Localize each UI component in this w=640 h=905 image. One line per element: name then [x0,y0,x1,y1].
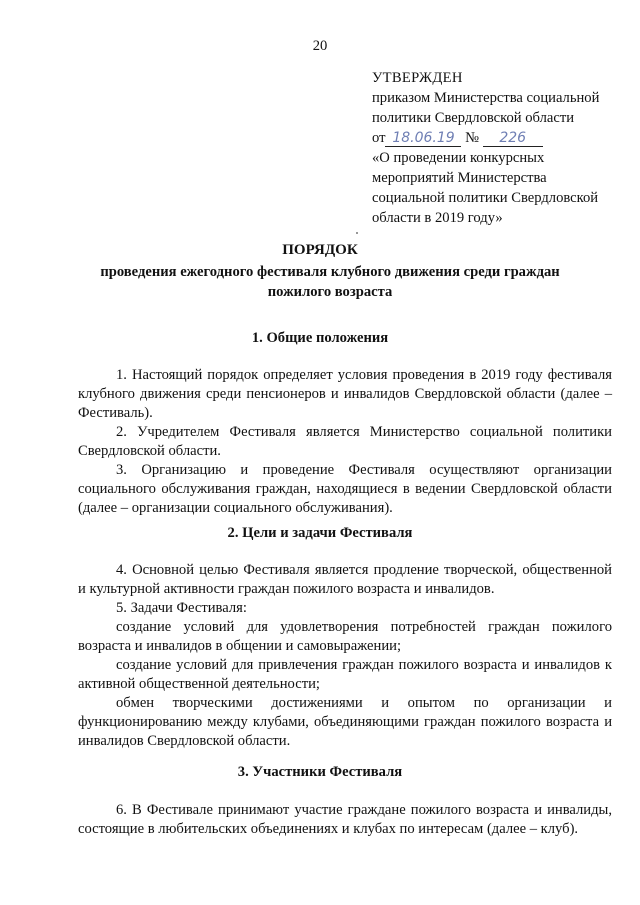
paragraph-3-text: 3. Организацию и проведение Фестиваля осуществляют организации социального обслуживания граждан, находящиеся в ведении Свердловской области (далее – организации социального обслуживания). [78,462,612,516]
number-prefix: № [465,130,480,146]
paragraph-1 [78,366,612,423]
task-2 [78,656,612,694]
order-title: «О проведении конкурсных мероприятий Министерства социальной политики Свердловской области в 2019 году» [372,150,599,226]
approval-date-line [372,128,622,148]
paragraph-3 [78,461,612,518]
handwritten-number: 226 [483,130,543,147]
paragraph-5 [78,599,612,618]
paragraph-5-text: 5. Задачи Фестиваля: [116,600,247,616]
handwritten-date: 18.06.19 [385,130,461,147]
task-3-text: обмен творческими достижениями и опытом по организации и функционированию между клубами, объединяющими граждан пожилого возраста и инвалидов Свердловской области. [78,695,612,749]
date-prefix: от [372,130,386,146]
section-2-heading: 2. Цели и задачи Фестиваля [227,525,413,541]
document-title: ПОРЯДОК [282,242,358,258]
approval-title: УТВЕРЖДЕН [372,70,463,86]
paragraph-2 [78,423,612,461]
page-number: 20 [312,38,328,54]
approval-block [372,68,622,228]
section-1-heading: 1. Общие положения [251,330,389,346]
paragraph-6 [78,801,612,839]
paragraph-4 [78,561,612,599]
scan-speck [356,232,358,234]
paragraph-2-text: 2. Учредителем Фестиваля является Министерство социальной политики Свердловской области. [78,424,612,459]
section-3-heading: 3. Участники Фестиваля [237,764,403,780]
task-2-text: создание условий для привлечения граждан пожилого возраста и инвалидов к активной общественной деятельности; [78,657,612,692]
task-1-text: создание условий для удовлетворения потребностей граждан пожилого возраста и инвалидов в общении и самовыражении; [78,619,612,654]
approval-line-1: приказом Министерства социальной [372,90,600,106]
document-subtitle: проведения ежегодного фестиваля клубного движения среди граждан пожилого возраста [100,264,560,300]
paragraph-1-text: 1. Настоящий порядок определяет условия проведения в 2019 году фестиваля клубного движения среди пенсионеров и инвалидов Свердловской области (далее – Фестиваль). [78,367,612,421]
paragraph-4-text: 4. Основной целью Фестиваля является продление творческой, общественной и культурной активности граждан пожилого возраста и инвалидов. [78,562,612,597]
paragraph-6-text: 6. В Фестивале принимают участие граждане пожилого возраста и инвалиды, состоящие в любительских объединениях и клубах по интересам (далее – клуб). [78,802,612,837]
task-1 [78,618,612,656]
task-3 [78,694,612,751]
approval-line-2: политики Свердловской области [372,110,575,126]
